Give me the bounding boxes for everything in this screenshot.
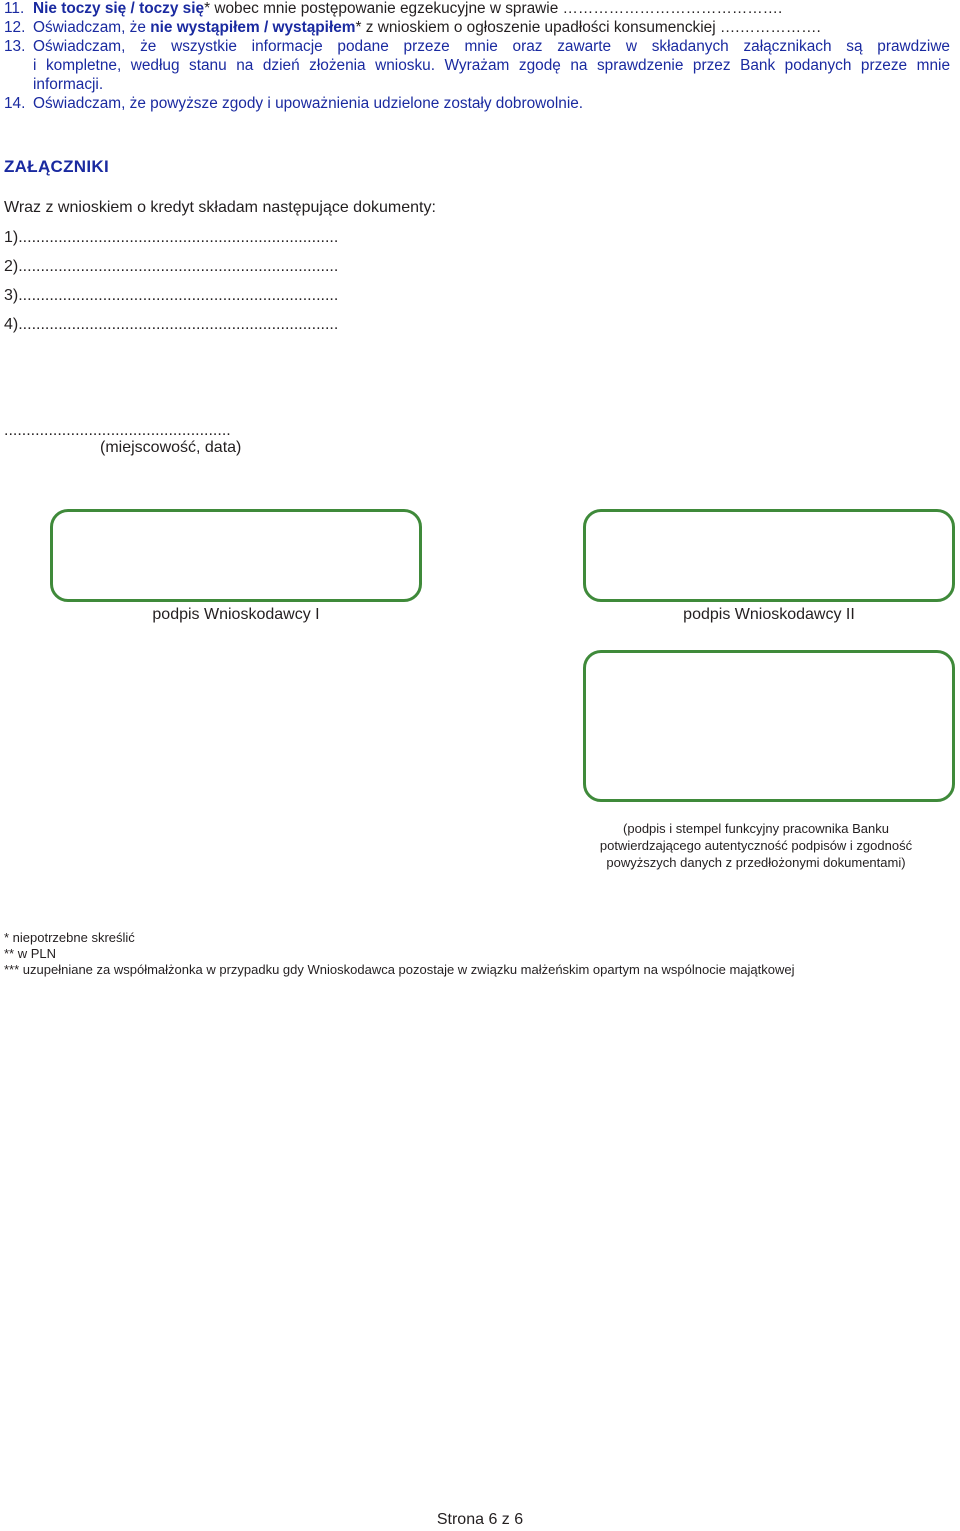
signature-label-applicant-2: podpis Wnioskodawcy II [683, 606, 855, 623]
bank-caption-line: potwierdzającego autentyczność podpisów i zgodność [599, 838, 913, 853]
place-date-label: (miejscowość, data) [100, 439, 242, 456]
footnote-2: ** w PLN [4, 946, 57, 961]
bank-caption-line: powyższych danych z przedłożonymi dokumentami) [606, 855, 906, 870]
bank-signature-caption [570, 820, 942, 871]
attachments-intro: Wraz z wnioskiem o kredyt składam następujące dokumenty: [4, 199, 436, 216]
statement-bold: Nie toczy się / toczy się [33, 0, 205, 17]
statement-number: 13. [4, 38, 26, 55]
statement-13-line-3: informacji. [33, 76, 104, 93]
statement-text: * z wnioskiem o ogłoszenie upadłości konsumenckiej ….……………. [355, 19, 821, 36]
statement-text: * wobec mnie postępowanie egzekucyjne w sprawie ……………………………………. [204, 0, 783, 17]
attachment-item-1[interactable]: 1)........................................................................ [4, 229, 339, 246]
footnote-1: * niepotrzebne skreślić [4, 930, 135, 945]
attachment-item-4[interactable]: 4)........................................................................ [4, 316, 339, 333]
signature-label-applicant-1: podpis Wnioskodawcy I [152, 606, 320, 623]
bank-caption-line: (podpis i stempel funkcyjny pracownika Banku [623, 821, 889, 836]
statement-number: 12. [4, 19, 26, 36]
statement-text: Oświadczam, że powyższe zgody i upoważnienia udzielone zostały dobrowolnie. [33, 95, 584, 112]
place-date-field[interactable]: ................................................... [4, 422, 231, 439]
statement-14 [4, 95, 950, 112]
attachments-heading: ZAŁĄCZNIKI [4, 157, 109, 176]
signature-box-applicant-1[interactable] [50, 509, 422, 602]
statement-number: 14. [4, 95, 26, 112]
page-number: Strona 6 z 6 [436, 1511, 524, 1528]
signature-box-bank-employee[interactable] [583, 650, 955, 802]
statement-11 [4, 0, 950, 17]
statement-13-line-2: i kompletne, według stanu na dzień złożenia wniosku. Wyrażam zgodę na sprawdzenie przez Bank podanych przeze mnie [33, 57, 950, 74]
attachment-item-3[interactable]: 3)........................................................................ [4, 287, 339, 304]
statement-number: 11. [4, 0, 25, 17]
statement-text: Oświadczam, że [33, 19, 151, 36]
statement-12 [4, 19, 950, 36]
statement-bold: nie wystąpiłem / wystąpiłem [150, 19, 356, 36]
signature-box-applicant-2[interactable] [583, 509, 955, 602]
attachment-item-2[interactable]: 2)........................................................................ [4, 258, 339, 275]
footnote-3: *** uzupełniane za współmałżonka w przypadku gdy Wnioskodawca pozostaje w związku małżeńskim opartym na wspólnocie majątkowej [4, 962, 795, 977]
statement-13-line-1: Oświadczam, że wszystkie informacje podane przeze mnie oraz zawarte w składanych załącznikach są prawdziwe [33, 38, 950, 55]
